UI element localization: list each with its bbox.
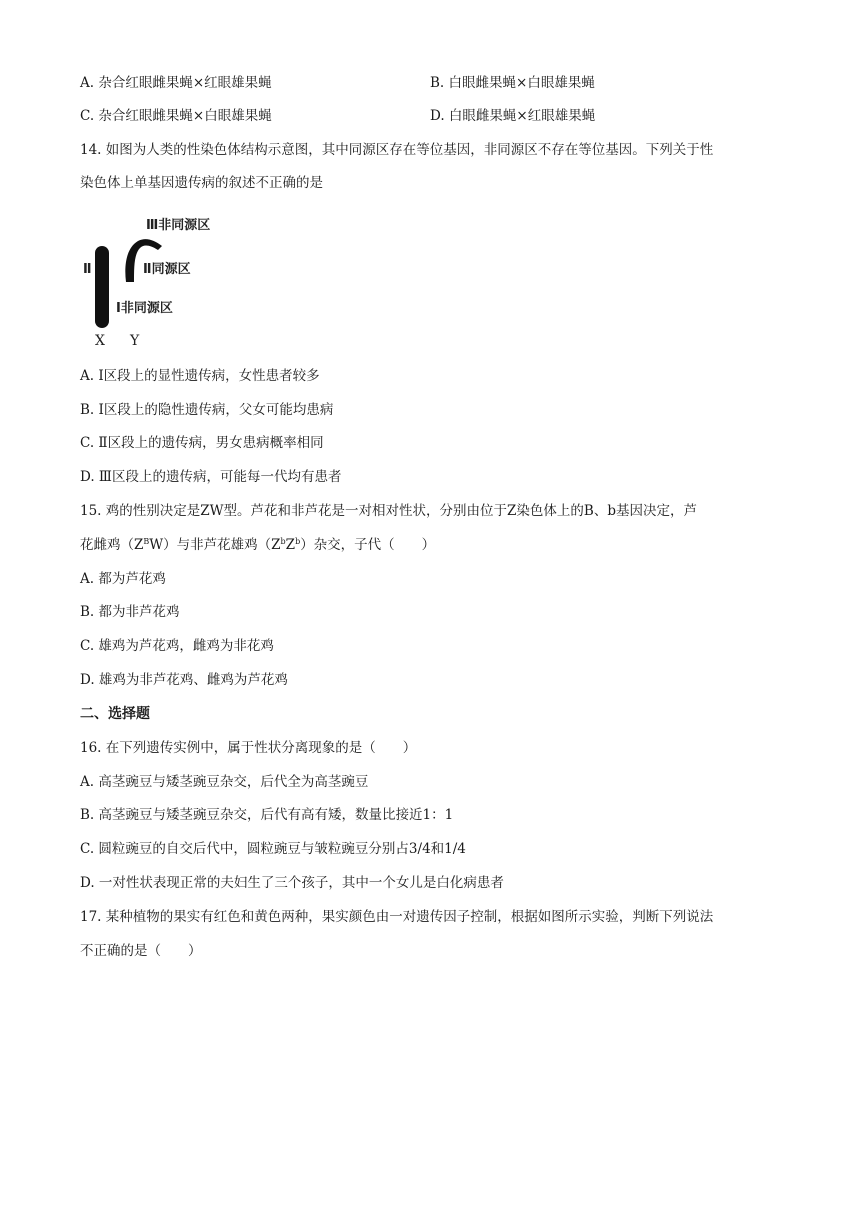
q15-stem-line1: 15. 鸡的性别决定是ZW型。芦花和非芦花是一对相对性状，分别由位于Z染色体上的B、b基因决定，芦 <box>80 503 697 519</box>
q15-option-c: C. 雄鸡为芦花鸡，雌鸡为非花鸡 <box>80 638 274 654</box>
label-i-nonhomologous: Ⅰ非同源区 <box>116 301 173 316</box>
q14-option-d: D. Ⅲ区段上的遗传病，可能每一代均有患者 <box>80 469 342 485</box>
q16-option-c: C. 圆粒豌豆的自交后代中，圆粒豌豆与皱粒豌豆分别占3/4和1/4 <box>80 841 466 857</box>
q15-option-a: A. 都为芦花鸡 <box>80 571 166 587</box>
label-ii-homologous: Ⅱ同源区 <box>143 262 191 277</box>
q13-option-d: D. 白眼雌果蝇×红眼雄果蝇 <box>430 108 596 124</box>
q16-stem: 16. 在下列遗传实例中，属于性状分离现象的是（ ） <box>80 740 417 756</box>
q13-option-a: A. 杂合红眼雌果蝇×红眼雄果蝇 <box>80 75 272 91</box>
q15-option-b: B. 都为非芦花鸡 <box>80 604 180 620</box>
q16-option-a: A. 高茎豌豆与矮茎豌豆杂交，后代全为高茎豌豆 <box>80 774 369 790</box>
q17-stem-line1: 17. 某种植物的果实有红色和黄色两种，果实颜色由一对遗传因子控制，根据如图所示实验，判断下列说法 <box>80 909 714 925</box>
q16-option-b: B. 高茎豌豆与矮茎豌豆杂交，后代有高有矮，数量比接近1：1 <box>80 807 454 823</box>
label-y: Y <box>130 333 140 349</box>
section-heading: 二、选择题 <box>80 706 150 722</box>
q14-option-a: A. Ⅰ区段上的显性遗传病，女性患者较多 <box>80 368 320 384</box>
q15-option-d: D. 雄鸡为非芦花鸡、雌鸡为芦花鸡 <box>80 672 288 688</box>
sex-chromosome-diagram <box>80 210 240 350</box>
q14-stem-line1: 14. 如图为人类的性染色体结构示意图，其中同源区存在等位基因，非同源区不存在等位基因。下列关于性 <box>80 142 714 158</box>
q15-stem-line2: 花雌鸡$(Z^BW)$与非芦花雄鸡$(Z^bZ^b)$杂交，子代（ ） <box>80 537 436 553</box>
x-chromosome <box>95 246 109 328</box>
q14-stem-line2: 染色体上单基因遗传病的叙述不正确的是 <box>80 175 323 191</box>
q13-option-c: C. 杂合红眼雌果蝇×白眼雄果蝇 <box>80 108 272 124</box>
q17-stem-line2: 不正确的是（ ） <box>80 943 202 959</box>
label-iii-nonhomologous: Ⅲ非同源区 <box>146 218 211 233</box>
q16-option-d: D. 一对性状表现正常的夫妇生了三个孩子，其中一个女儿是白化病患者 <box>80 875 504 891</box>
q14-option-b: B. Ⅰ区段上的隐性遗传病，父女可能均患病 <box>80 402 334 418</box>
label-ii-left: Ⅱ <box>83 262 92 277</box>
label-x: X <box>95 333 105 349</box>
q14-option-c: C. Ⅱ区段上的遗传病，男女患病概率相同 <box>80 435 324 451</box>
q13-option-b: B. 白眼雌果蝇×白眼雄果蝇 <box>430 75 595 91</box>
